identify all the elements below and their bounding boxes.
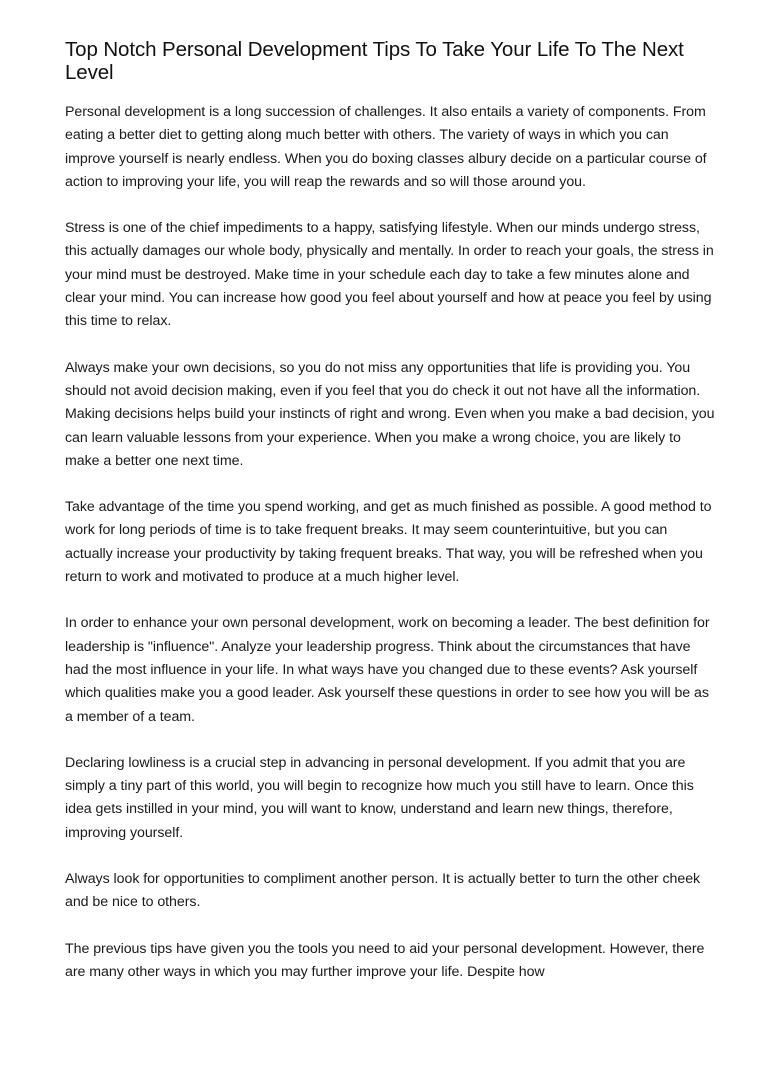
document-title: Top Notch Personal Development Tips To Take Your Life To The Next Level [65,38,684,84]
paragraph-stress: Stress is one of the chief impediments to a happy, satisfying lifestyle. When our minds undergo stress, this actually damages our whole body, physically and mentally. In order to reach your goals, the stress in your mind must be destroyed. Make time in your schedule each day to take a few minutes alone and clear your mind. You can increase how good you feel about yourself and how at peace you feel by using this time to relax. [65,220,714,330]
paragraph-decisions: Always make your own decisions, so you do not miss any opportunities that life is providing you. You should not avoid decision making, even if you feel that you do check it out not have all the information. Making decisions helps build your instincts of right and wrong. Even when you make a bad decision, you can learn valuable lessons from your experience. When you make a wrong choice, you are likely to make a better one next time. [65,359,715,469]
paragraph-working-time: Take advantage of the time you spend working, and get as much finished as possible. A good method to work for long periods of time is to take frequent breaks. It may seem counterintuitive, but you can actually increase your productivity by taking frequent breaks. That way, you will be refreshed when you return to work and motivated to produce at a much higher level. [65,499,712,586]
paragraph-personal-development: Personal development is a long succession of challenges. It also entails a variety of components. From eating a better diet to getting along much better with others. The variety of ways in which you can improve yourself is nearly endless. When you do boxing classes albury decide on a particular course of action to improving your life, you will reap the rewards and so will those around you. [65,104,707,190]
paragraph-leadership: In order to enhance your own personal development, work on becoming a leader. The best definition for leadership is "influence". Analyze your leadership progress. Think about the circumstances that have had the most influence in your life. In what ways have you changed due to these events? Ask yourself which qualities make you a good leader. Ask yourself these questions in order to see how you will be as a member of a team. [65,615,710,725]
paragraph-previous-tips: The previous tips have given you the tools you need to aid your personal development. However, there are many other ways in which you may further improve your life. Despite how [65,940,705,980]
paragraph-lowliness: Declaring lowliness is a crucial step in advancing in personal development. If you admit that you are simply a tiny part of this world, you will begin to recognize how much you still have to learn. Once this idea gets instilled in your mind, you will want to know, understand and learn new things, therefore, improving yourself. [65,754,694,841]
paragraph-compliment: Always look for opportunities to compliment another person. It is actually better to turn the other cheek and be nice to others. [65,871,701,911]
document-page [65,38,715,1007]
